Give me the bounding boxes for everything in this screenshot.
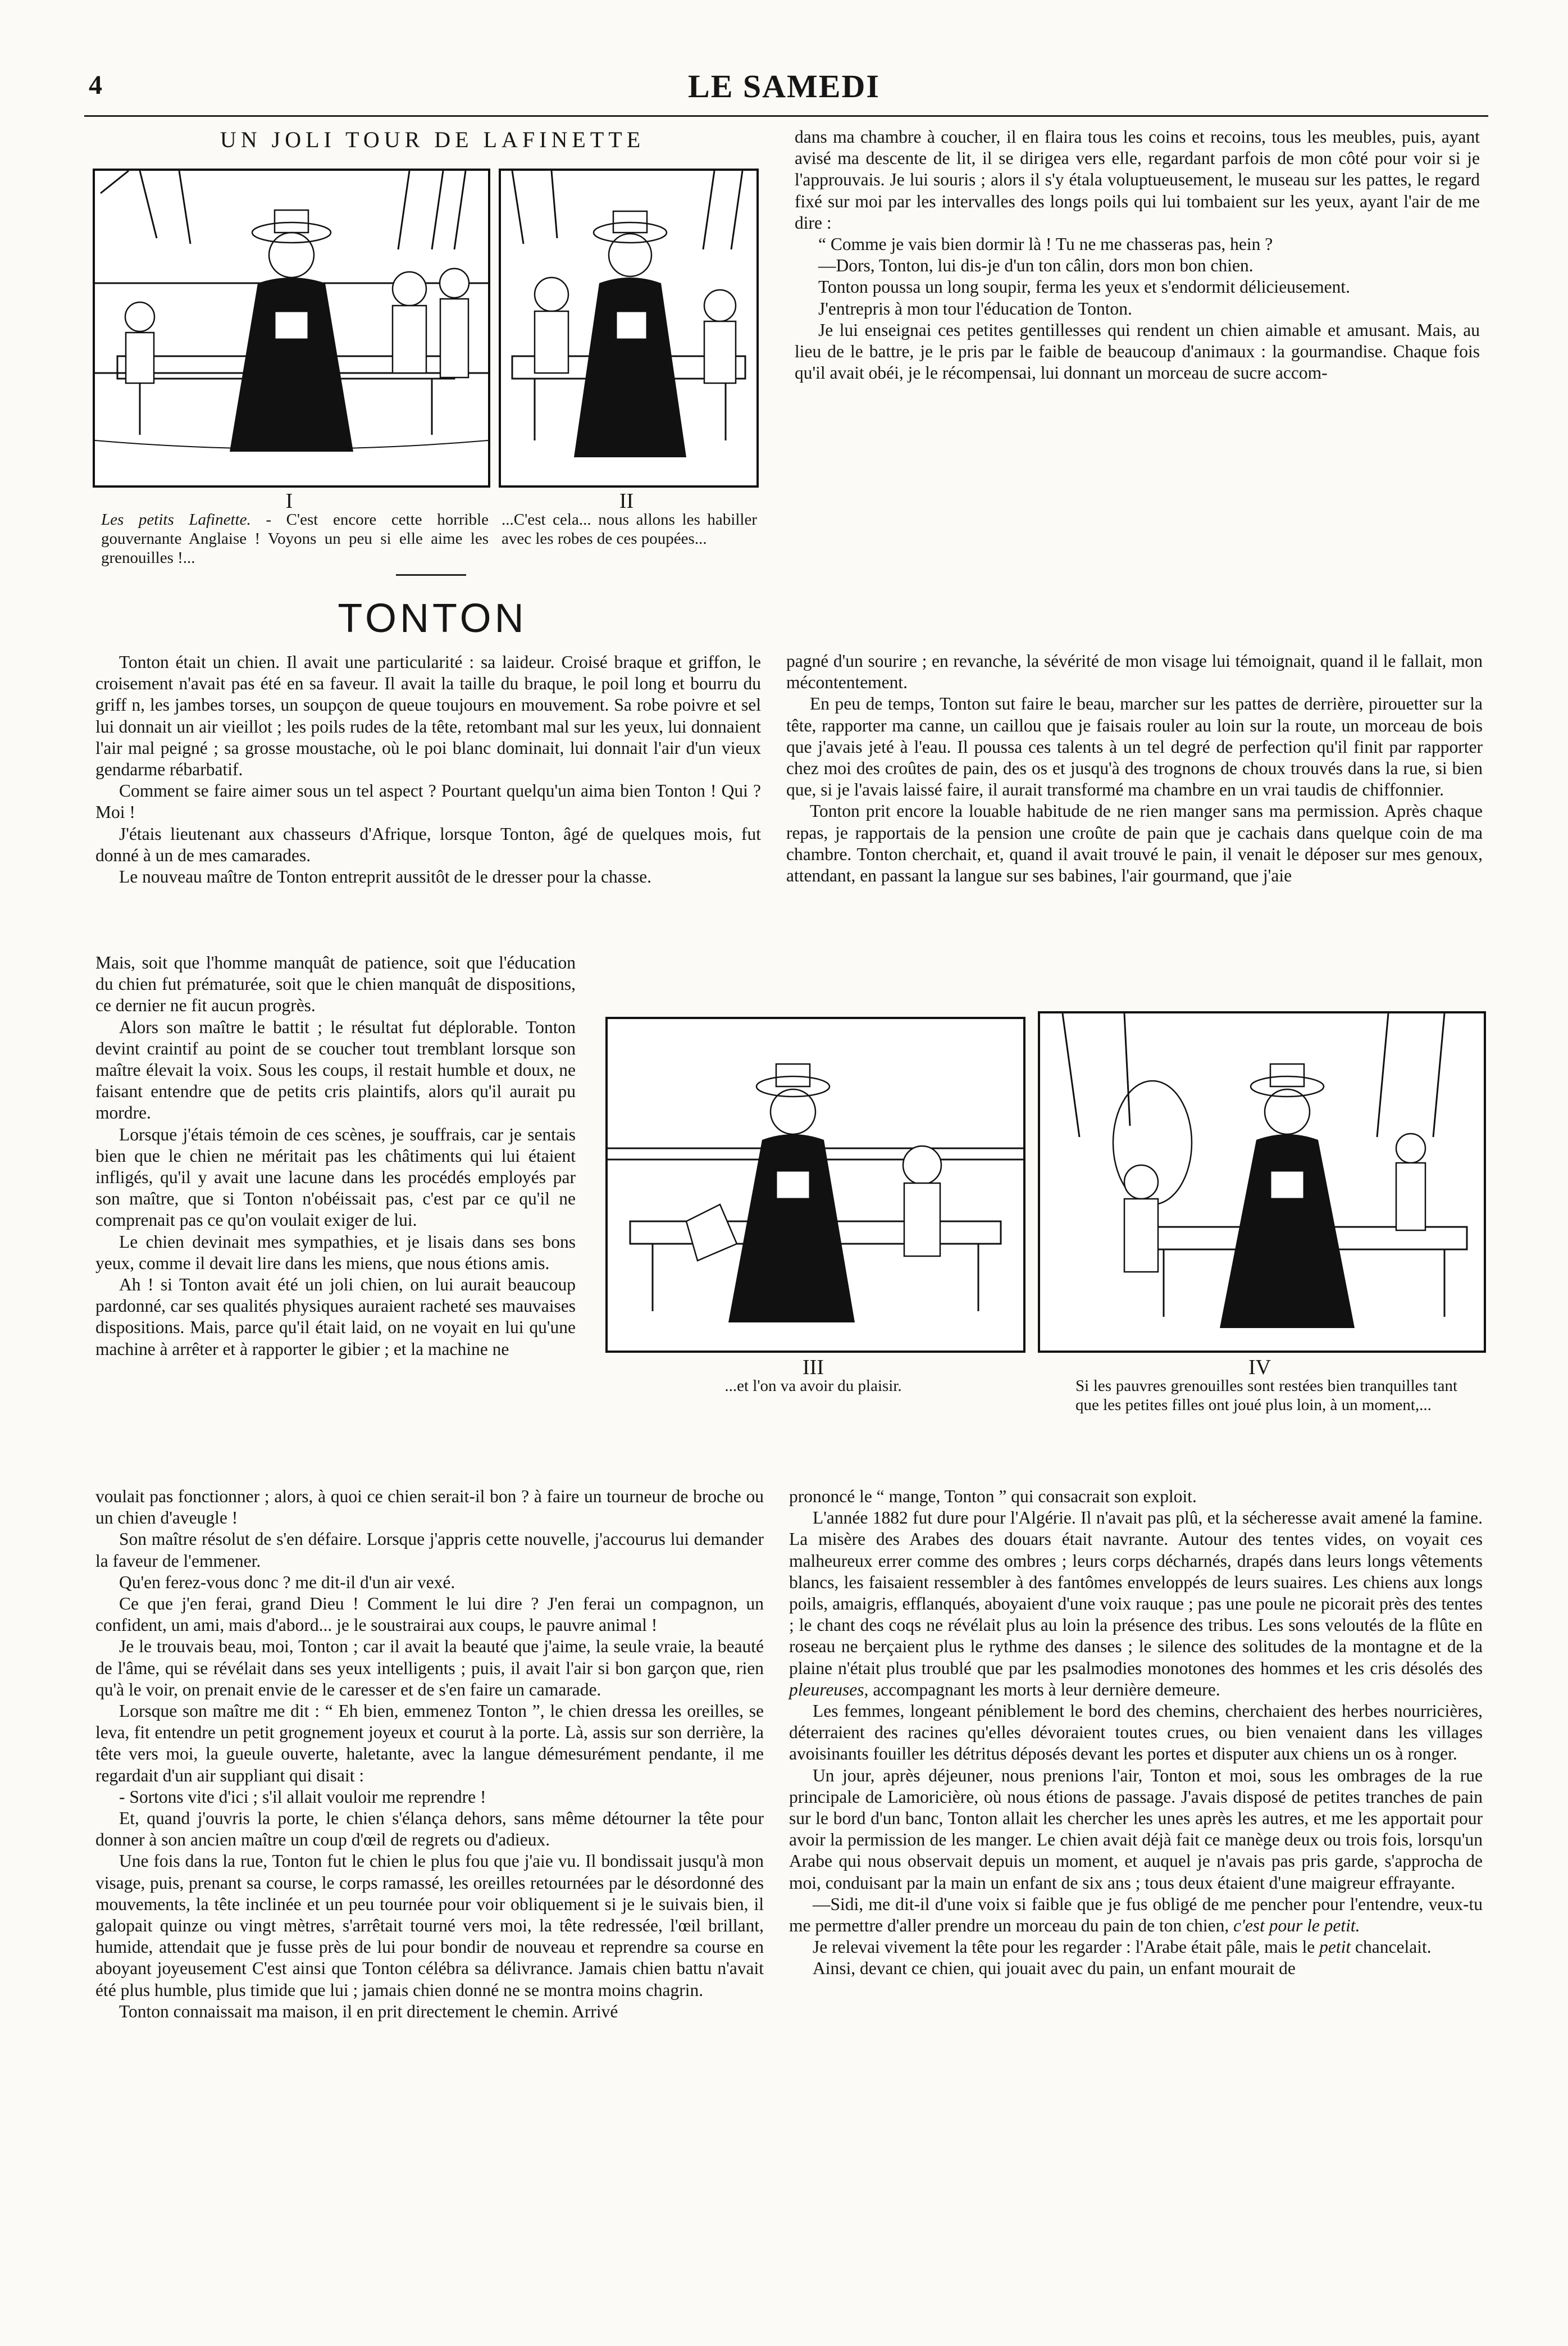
panel-2-caption: ...C'est cela... nous allons les habiller avec les robes de ces poupées... — [502, 511, 757, 548]
story-title: TONTON — [338, 596, 527, 641]
paragraph: Le nouveau maître de Tonton entreprit aussitôt de le dresser pour la chasse. — [119, 867, 652, 887]
comic-panel-3 — [605, 1017, 1025, 1353]
paragraph — [789, 1507, 1483, 1701]
panel-4-caption: Si les pauvres grenouilles sont restées bien tranquilles tant que les petites filles ont joué plus loin, à un moment,... — [1075, 1377, 1457, 1414]
story-col1-top — [95, 652, 761, 888]
paragraph: En peu de temps, Tonton sut faire le beau, marcher sur les pattes de derrière, pirouetter sur la tête, rapporter ma canne, un caillou que je faisais rouler au loin sur la route, un morceau de bois que j'avais jeté à l'eau. Il poussa ces talents à un tel degré de perfection qu'il finit par rapporter chez moi des croûtes de pain, des os et jusqu'à des trognons de choux trouvés dans la rue, si bien que, si je l'avais laissé faire, il aurait transformé ma chambre en un vrai taudis de chiffonnier. — [786, 694, 1483, 800]
paragraph: Je le trouvais beau, moi, Tonton ; car il avait la beauté que j'aime, la seule vraie, la beauté de l'âme, qui se révélait dans ses yeux intelligents ; puis, il avait l'air si bon garçon que, rien qu'à le voir, on prenait envie de le caresser et de s'en faire un camarade. — [95, 1636, 764, 1699]
panel-3-caption: ...et l'on va avoir du plaisir. — [724, 1377, 902, 1395]
paragraph: J'entrepris à mon tour l'éducation de Tonton. — [818, 298, 1132, 319]
paragraph: Lorsque son maître me dit : “ Eh bien, emmenez Tonton ”, le chien dressa les oreilles, se leva, fit entendre un petit grognement joyeux et courut à la porte. Là, assis sur son derrière, la tête vers moi, la gueule ouverte, haletante, avec la langue démesurément pendante, il me regardait d'un air suppliant qui disait : — [95, 1701, 764, 1785]
paragraph: Mais, soit que l'homme manquât de patience, soit que l'éducation du chien fut prématurée, soit que le chien manquât de dispositions, ce dernier ne fit aucun progrès. — [95, 953, 576, 1016]
paragraph-text-end: accompagnant les morts à leur dernière demeure. — [868, 1679, 1220, 1699]
paragraph: dans ma chambre à coucher, il en flaira tous les coins et recoins, tous les meubles, puis, ayant avisé ma descente de lit, il se dirigea vers elle, regardant parfois de mon côté pour voir si je l'approuvais. Je lui souris ; alors il s'y étala voluptueusement, le museau sur les pattes, le regard fixé sur moi par les intervalles des longs poils qui lui tombaient sur les yeux, ayant l'air de me dire : — [795, 127, 1480, 233]
paragraph: Ce que j'en ferai, grand Dieu ! Comment le lui dire ? J'en ferai un compagnon, un confident, un ami, mais d'abord... je le soustrairai aux coups, le pauvre animal ! — [95, 1594, 764, 1635]
story-col2-bottom — [789, 1486, 1483, 1980]
paragraph: Tonton était un chien. Il avait une particularité : sa laideur. Croisé braque et griffon, le croisement n'avait pas été en sa faveur. Il avait la taille du braque, le poil long et bourru du griff n, les jambes torses, un soupçon de queue toujours en mouvement. Sa robe poivre et sel lui donnait un air vieillot ; les poils rudes de la tête, retombant mal sur les yeux, lui donnaient l'air mal peigné ; sa grosse moustache, où le poi blanc dominait, lui donnait l'air d'un vieux gendarme rébarbatif. — [95, 652, 761, 780]
comic-panel-1 — [93, 169, 490, 488]
paragraph: Le chien devinait mes sympathies, et je lisais dans ses bons yeux, comme il devait lire dans les miens, que nous étions amis. — [95, 1231, 576, 1273]
story-col2-top — [795, 126, 1480, 384]
paragraph — [789, 1894, 1483, 1936]
paragraph: “ Comme je vais bien dormir là ! Tu ne me chasseras pas, hein ? — [818, 234, 1273, 254]
paragraph: Les femmes, longeant péniblement le bord des chemins, cherchaient des herbes nourricières, déterraient des racines qu'elles dévoraient toutes crues, ou bien venaient dans les villages avoisinants fouiller les détritus déposés devant les portes et disputer aux chiens un os à ronger. — [789, 1701, 1483, 1764]
panel-1-number: I — [285, 489, 293, 513]
panel-4-illustration — [1040, 1013, 1484, 1351]
paragraph-text-end: chancelait. — [1351, 1937, 1432, 1957]
paragraph: - Sortons vite d'ici ; s'il allait vouloir me reprendre ! — [119, 1786, 486, 1807]
paragraph: J'étais lieutenant aux chasseurs d'Afrique, lorsque Tonton, âgé de quelques mois, fut donné à un de mes camarades. — [95, 824, 761, 865]
paragraph: Je lui enseignai ces petites gentillesses qui rendent un chien aimable et amusant. Mais, au lieu de le battre, je le pris par le faible de beaucoup d'animaux : la gourmandise. Chaque fois qu'il avait obéi, je le récompensai, lui donnant un morceau de sucre accom- — [795, 320, 1480, 383]
italic-petit: petit — [1319, 1937, 1351, 1957]
paragraph: Son maître résolut de s'en défaire. Lorsque j'appris cette nouvelle, j'accourus lui demander la faveur de l'emmener. — [95, 1529, 764, 1571]
paragraph: Ainsi, devant ce chien, qui jouait avec du pain, un enfant mourait de — [813, 1958, 1296, 1979]
panel-2-number: II — [619, 489, 634, 513]
paragraph: Tonton prit encore la louable habitude de ne rien manger sans ma permission. Après chaque repas, je rapportais de la pension une croûte de pain que je cachais dans quelque coin de ma chambre. Tonton cherchait, et, quand il avait trouvé le pain, il venait le déposer sur mes genoux, attendant, en passant la langue sur ses babines, l'air gourmand, que j'aie — [786, 801, 1483, 886]
paragraph: Et, quand j'ouvris la porte, le chien s'élança dehors, sans même détourner la tête pour donner à son ancien maître un coup d'œil de regrets ou d'adieux. — [95, 1808, 764, 1850]
paragraph: Alors son maître le battit ; le résultat fut déplorable. Tonton devint craintif au point de se coucher tout tremblant lorsque son maître élevait la voix. Sous les coups, il restait humble et doux, ne faisant entendre que de petits cris plaintifs, alors qu'il aurait pu mordre. — [95, 1017, 576, 1123]
paragraph: Tonton connaissait ma maison, il en prit directement le chemin. Arrivé — [119, 2001, 618, 2021]
italic-pleureuses: pleureuses, — [789, 1679, 869, 1699]
comic-title: UN JOLI TOUR DE LAFINETTE — [220, 127, 645, 152]
paragraph: Qu'en ferez-vous donc ? me dit-il d'un air vexé. — [119, 1572, 455, 1592]
comic-panel-4 — [1038, 1011, 1486, 1353]
panel-4-number: IV — [1248, 1356, 1271, 1379]
paragraph: voulait pas fonctionner ; alors, à quoi ce chien serait-il bon ? à faire un tourneur de broche ou un chien d'aveugle ! — [95, 1486, 764, 1528]
paragraph: Ah ! si Tonton avait été un joli chien, on lui aurait beaucoup pardonné, car ses qualités physiques auraient racheté ses mauvaises dispositions. Mais, parce qu'il était laid, on ne voyait en lui qu'une machine à arrêter et à rapporter le gibier ; et la machine ne — [95, 1275, 576, 1359]
paragraph: Lorsque j'étais témoin de ces scènes, je souffrais, car je sentais bien que le chien ne méritait pas les châtiments qui lui étaient infligés, qu'il y avait une lacune dans les procédés employés par son maître, que si Tonton n'obéissait pas, c'est par ce qu'il ne comprenait pas ce qu'on voulait exiger de lui. — [95, 1124, 576, 1230]
paragraph: Comment se faire aimer sous un tel aspect ? Pourtant quelqu'un aima bien Tonton ! Qui ? Moi ! — [95, 781, 761, 822]
story-col1-bottom — [95, 1486, 764, 2022]
panel-1-caption-text: - C'est encore cette horrible gouvernante Anglaise ! Voyons un peu si elle aime les grenouilles !... — [101, 511, 489, 567]
paragraph: pagné d'un sourire ; en revanche, la sévérité de mon visage lui témoignait, quand il le fallait, mon mécontentement. — [786, 651, 1483, 693]
panel-1-caption-italic: Les petits Lafinette. — [101, 511, 251, 529]
comic-panel-2 — [499, 169, 759, 488]
panel-2-illustration — [501, 171, 756, 485]
paragraph: —Dors, Tonton, lui dis-je d'un ton câlin, dors mon bon chien. — [818, 256, 1254, 276]
story-col1-narrow — [95, 952, 576, 1360]
paragraph: Tonton poussa un long soupir, ferma les yeux et s'endormit délicieusement. — [818, 277, 1351, 297]
italic-cest-pour-le-petit: c'est pour le petit. — [1233, 1916, 1360, 1936]
panel-3-number: III — [803, 1356, 824, 1379]
paragraph: Un jour, après déjeuner, nous prenions l'air, Tonton et moi, sous les ombrages de la rue principale de Lamoricière, où nous étions de passage. J'avais disposé de petites tranches de pain sur le bord d'un banc, Tonton allait les chercher les unes après les autres, et me les apportait pour avoir la permission de les manger. Le chien avait déjà fait ce manège deux ou trois fois, lorsqu'un Arabe qui nous observait depuis un moment, et auquel je n'avais pas pris garde, s'approcha de moi, conduisant par la main un enfant de six ans ; tous deux étaient d'une maigreur effrayante. — [789, 1765, 1483, 1893]
paragraph: prononcé le “ mange, Tonton ” qui consacrait son exploit. — [789, 1486, 1197, 1506]
paragraph-text: L'année 1882 fut dure pour l'Algérie. Il n'avait pas plû, et la sécheresse avait amené la famine. La misère des Arabes des douars était navrante. Autour des tentes vides, on voyait ces malheureux errer comme des ombres ; leurs corps décharnés, drapés dans leurs longs vêtements blancs, les faisaient ressembler à des fantômes enveloppés de leurs suaires. Les chiens aux longs poils, amaigris, efflanqués, aboyaient d'une voix rauque ; pas une poule ne picorait près des tentes ; le chant des coqs ne révélait plus au loin la présence des tribus. Les sons veloutés de la flûte en roseau ne berçaient plus le rythme des danses ; le silence des solitudes de la montagne et de la plaine n'était plus troublé que par les psalmodies monotones des hommes et les cris désolés des — [789, 1508, 1483, 1678]
paragraph: Une fois dans la rue, Tonton fut le chien le plus fou que j'aie vu. Il bondissait jusqu'à mon visage, puis, prenant sa course, le corps ramassé, les oreilles retournées par le désordonné des mouvements, la tête inclinée et un peu tournée pour voir obliquement si je le suivais bien, il galopait quinze ou vingt mètres, s'arrêtait tourné vers moi, la tête redressée, l'œil brillant, humide, attendait que je fusse près de lui pour bondir de nouveau et reprendre sa course en aboyant joyeusement C'est ainsi que Tonton célébra sa délivrance. Jamais chien battu n'avait été plus humble, plus timide que lui ; jamais chien donné ne se montra moins chagrin. — [95, 1851, 764, 2000]
paragraph — [789, 1936, 1483, 1958]
header-rule — [84, 115, 1488, 117]
panel-1-illustration — [95, 171, 488, 485]
panel-1-caption — [101, 510, 489, 567]
story-col2-mid — [786, 651, 1483, 886]
page-number: 4 — [89, 70, 102, 100]
masthead: LE SAMEDI — [688, 68, 880, 104]
panel-3-illustration — [608, 1019, 1023, 1351]
separator-rule — [396, 574, 466, 576]
paragraph-text: —Sidi, me dit-il d'une voix si faible que je fus obligé de me pencher pour l'entendre, veux-tu me permettre d'aller prendre un morceau du pain de ton chien, — [789, 1894, 1483, 1936]
paragraph-text: Je relevai vivement la tête pour les regarder : l'Arabe était pâle, mais le — [813, 1937, 1315, 1957]
